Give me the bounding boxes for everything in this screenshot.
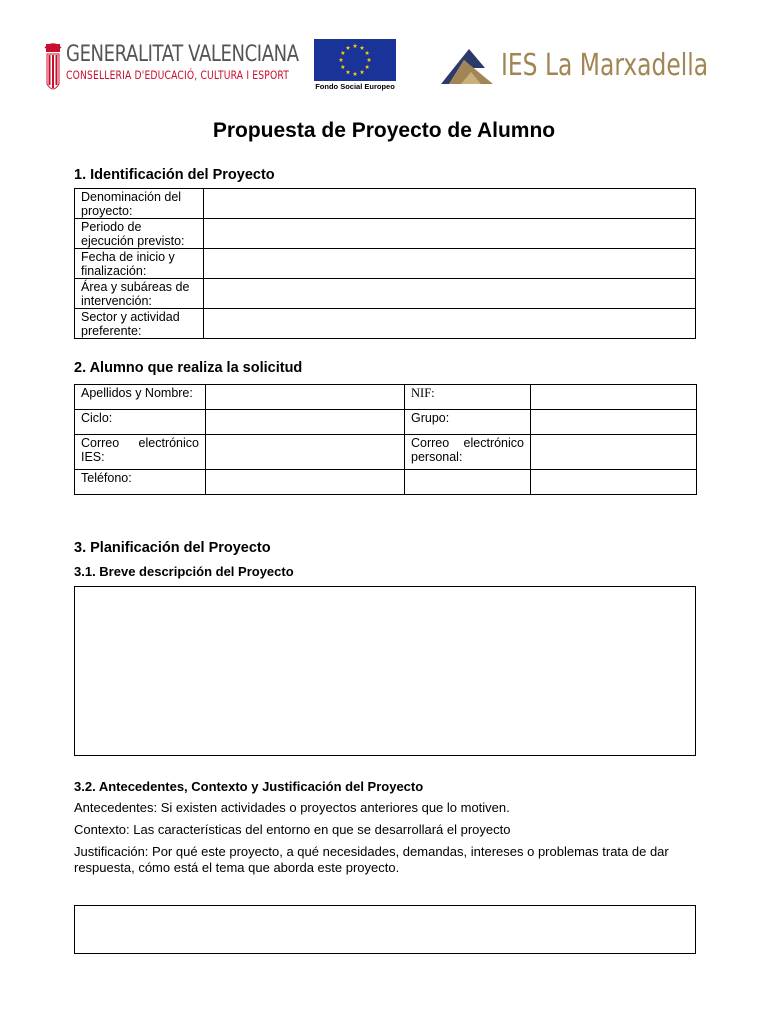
background-textarea[interactable] xyxy=(74,905,696,954)
section-3-heading: 3. Planificación del Proyecto xyxy=(74,540,271,556)
section-2-heading: 2. Alumno que realiza la solicitud xyxy=(74,360,303,376)
apellidos-label: Apellidos y Nombre: xyxy=(75,385,206,410)
justificacion-text: Justificación: Por qué este proyecto, a qué necesidades, demandas, intereses o problemas trata de dar respuesta, cómo está el tema que aborda este proyecto. xyxy=(74,844,669,875)
correo-ies-field[interactable] xyxy=(206,435,405,470)
ies-name: IES La Marxadella xyxy=(501,47,709,83)
nif-field[interactable] xyxy=(531,385,697,410)
mountain-logo-icon xyxy=(441,46,497,84)
ciclo-field[interactable] xyxy=(206,410,405,435)
section-3-1-heading: 3.1. Breve descripción del Proyecto xyxy=(74,564,294,579)
table-row xyxy=(75,435,697,470)
identification-field[interactable] xyxy=(204,219,696,249)
identification-field[interactable] xyxy=(204,249,696,279)
table-row xyxy=(75,249,696,279)
section-1-heading: 1. Identificación del Proyecto xyxy=(74,167,275,183)
contexto-text: Contexto: Las características del entorno en que se desarrollará el proyecto xyxy=(74,822,511,837)
identification-label: Fecha de inicio y finalización: xyxy=(75,249,204,279)
senyera-crest-icon xyxy=(44,40,62,96)
telefono-label: Teléfono: xyxy=(75,470,206,495)
identification-label: Periodo de ejecución previsto: xyxy=(75,219,204,249)
nif-label: NIF: xyxy=(405,385,531,410)
table-row xyxy=(75,189,696,219)
correo-personal-label-line1: Correo electrónico xyxy=(411,436,524,450)
generalitat-title: GENERALITAT VALENCIANA xyxy=(66,42,299,67)
antecedentes-text: Antecedentes: Si existen actividades o proyectos anteriores que lo motiven. xyxy=(74,800,510,815)
table-row xyxy=(75,309,696,339)
correo-personal-field[interactable] xyxy=(531,435,697,470)
identification-field[interactable] xyxy=(204,279,696,309)
empty-cell xyxy=(405,470,531,495)
table-row xyxy=(75,279,696,309)
description-textarea[interactable] xyxy=(74,586,696,756)
identification-field[interactable] xyxy=(204,189,696,219)
letterhead xyxy=(0,0,768,105)
ciclo-label: Ciclo: xyxy=(75,410,206,435)
table-row xyxy=(75,470,697,495)
correo-personal-label xyxy=(405,435,531,470)
identification-label: Denominación del proyecto: xyxy=(75,189,204,219)
identification-label: Sector y actividad preferente: xyxy=(75,309,204,339)
table-row xyxy=(75,219,696,249)
grupo-label: Grupo: xyxy=(405,410,531,435)
document-title: Propuesta de Proyecto de Alumno xyxy=(212,119,556,142)
correo-ies-label xyxy=(75,435,206,470)
apellidos-field[interactable] xyxy=(206,385,405,410)
student-table xyxy=(74,384,697,495)
eu-logo xyxy=(303,39,407,92)
correo-ies-label-line1: Correo electrónico xyxy=(81,436,199,450)
eu-fund-label: Fondo Social Europeo xyxy=(315,82,395,91)
section-3-2-heading: 3.2. Antecedentes, Contexto y Justificación del Proyecto xyxy=(74,779,424,794)
project-identification-table xyxy=(74,188,696,339)
eu-flag-icon xyxy=(314,39,396,81)
correo-ies-label-line2: IES: xyxy=(81,450,105,464)
telefono-field[interactable] xyxy=(206,470,405,495)
conselleria-subtitle: CONSELLERIA D'EDUCACIÓ, CULTURA I ESPORT xyxy=(66,68,290,82)
ies-logo xyxy=(441,46,767,84)
table-row xyxy=(75,385,697,410)
table-row xyxy=(75,410,697,435)
empty-cell xyxy=(531,470,697,495)
correo-personal-label-line2: personal: xyxy=(411,450,463,464)
identification-field[interactable] xyxy=(204,309,696,339)
identification-label: Área y subáreas de intervención: xyxy=(75,279,204,309)
grupo-field[interactable] xyxy=(531,410,697,435)
